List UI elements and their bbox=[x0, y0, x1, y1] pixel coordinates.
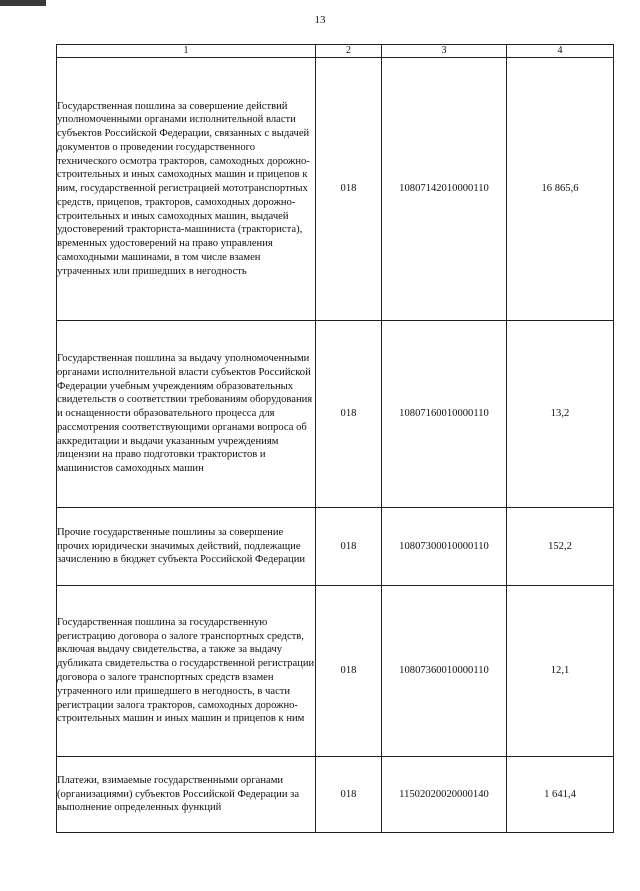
page-number: 13 bbox=[314, 14, 326, 26]
row-description: Государственная пошлина за государственную регистрацию договора о залоге транспортных средств, включая выдачу свидетельства, а также за выдачу дубликата свидетельства о государственной регистрации договора о залоге транспортных средств взамен утраченного или пришедшего в негодность, в части регистрации залога тракторов, самоходных дорожно-строительных машин и иных машин и прицепов к ним bbox=[57, 586, 316, 757]
row-budget-code: 10807160010000110 bbox=[382, 321, 507, 508]
column-header-1: 1 bbox=[57, 45, 316, 58]
row-amount: 1 641,4 bbox=[507, 757, 614, 833]
row-admin-code: 018 bbox=[316, 508, 382, 586]
table-row bbox=[57, 58, 614, 321]
row-description: Прочие государственные пошлины за совершение прочих юридически значимых действий, подлежащие зачислению в бюджет субъекта Российской Федерации bbox=[57, 508, 316, 586]
column-header-4: 4 bbox=[507, 45, 614, 58]
scan-corner-mark bbox=[0, 0, 46, 6]
row-amount: 13,2 bbox=[507, 321, 614, 508]
row-budget-code: 10807142010000110 bbox=[382, 58, 507, 321]
row-amount: 12,1 bbox=[507, 586, 614, 757]
row-description: Государственная пошлина за выдачу уполномоченными органами исполнительной власти субъектов Российской Федерации учебным учреждениям образовательных свидетельств о соответствии требованиям оборудования и оснащенности образовательного процесса для рассмотрения соответствующими органами вопроса об аккредитации и выдачи указанным учреждениям лицензии на право подготовки трактористов и машинистов самоходных машин bbox=[57, 321, 316, 508]
row-admin-code: 018 bbox=[316, 586, 382, 757]
row-description: Государственная пошлина за совершение действий уполномоченными органами исполнительной власти субъектов Российской Федерации, связанных с выдачей документов о проведении государственного технического осмотра тракторов, самоходных дорожно-строительных и иных самоходных машин и прицепов к ним, государственной регистрацией мототранспортных средств, прицепов, тракторов, самоходных дорожно-строительных и иных самоходных машин, выдачей удостоверений тракториста-машиниста (тракториста), временных удостоверений на право управления самоходными машинами, в том числе взамен утраченных или пришедших в негодность bbox=[57, 58, 316, 321]
row-amount: 152,2 bbox=[507, 508, 614, 586]
column-header-3: 3 bbox=[382, 45, 507, 58]
row-description: Платежи, взимаемые государственными органами (организациями) субъектов Российской Федерации за выполнение определенных функций bbox=[57, 757, 316, 833]
row-budget-code: 10807360010000110 bbox=[382, 586, 507, 757]
table-row bbox=[57, 321, 614, 508]
table-row bbox=[57, 586, 614, 757]
table-row bbox=[57, 757, 614, 833]
table-header-row bbox=[57, 45, 614, 58]
row-amount: 16 865,6 bbox=[507, 58, 614, 321]
row-budget-code: 11502020020000140 bbox=[382, 757, 507, 833]
table-row bbox=[57, 508, 614, 586]
column-header-2: 2 bbox=[316, 45, 382, 58]
revenue-table bbox=[56, 44, 614, 833]
row-admin-code: 018 bbox=[316, 58, 382, 321]
row-budget-code: 10807300010000110 bbox=[382, 508, 507, 586]
row-admin-code: 018 bbox=[316, 321, 382, 508]
row-admin-code: 018 bbox=[316, 757, 382, 833]
